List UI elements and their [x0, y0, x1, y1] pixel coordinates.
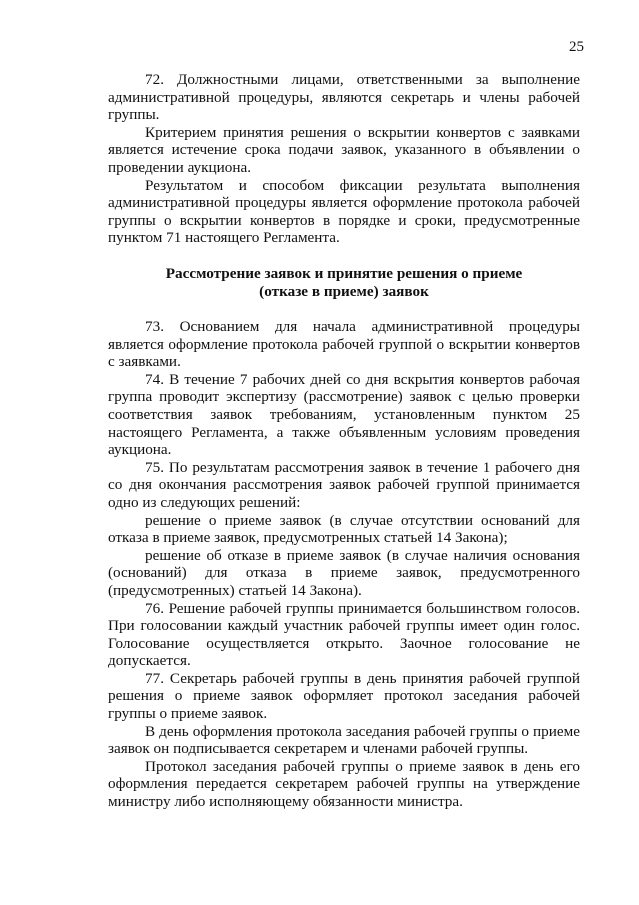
paragraph-76: 76. Решение рабочей группы принимается большинством голосов. При голосовании каждый участник рабочей группы имеет один голос. Голосование осуществляется открыто. Заочное голосование не допускается.: [108, 599, 580, 670]
paragraph-77: 77. Секретарь рабочей группы в день принятия рабочей группой решения о приеме заявок оформляет протокол заседания рабочей группы о приеме заявок.: [108, 669, 580, 723]
section-heading-line-2: (отказе в приеме) заявок: [259, 283, 429, 300]
paragraph-criterion: Критерием принятия решения о вскрытии конвертов с заявками является истечение срока подачи заявок, указанного в объявлении о проведении аукциона.: [108, 123, 580, 176]
section-heading: [108, 265, 580, 301]
paragraph-approval: Протокол заседания рабочей группы о приеме заявок в день его оформления передается секретарем рабочей группы на утверждение министру либо исполняющему обязанности министра.: [108, 757, 580, 811]
paragraph-signing: В день оформления протокола заседания рабочей группы о приеме заявок он подписывается секретарем и членами рабочей группы.: [108, 722, 580, 758]
paragraph-decision-refuse: решение об отказе в приеме заявок (в случае наличия основания (оснований) для отказа в приеме заявок, предусмотренного (предусмотренных) статьей 14 Закона).: [108, 546, 580, 599]
paragraph-result: Результатом и способом фиксации результата выполнения административной процедуры является оформление протокола рабочей группы о вскрытии конвертов в порядке и сроки, предусмотренные пунктом 71 настоящего Регламента.: [108, 176, 580, 247]
paragraph-74: 74. В течение 7 рабочих дней со дня вскрытия конвертов рабочая группа проводит экспертизу (рассмотрение) заявок с целью проверки соответствия заявок требованиям, установленным пунктом 25 настоящего Регламента, а также объявленным условиям проведения аукциона.: [108, 370, 580, 459]
section-heading-line-1: Рассмотрение заявок и принятие решения о приеме: [165, 265, 523, 282]
page-number: 25: [569, 39, 584, 55]
paragraph-decision-accept: решение о приеме заявок (в случае отсутствии оснований для отказа в приеме заявок, предусмотренных статьей 14 Закона);: [108, 511, 580, 547]
paragraph-73: 73. Основанием для начала административной процедуры является оформление протокола рабочей группой о вскрытии конвертов с заявками.: [108, 318, 580, 371]
paragraph-72: 72. Должностными лицами, ответственными за выполнение административной процедуры, являются секретарь и члены рабочей группы.: [108, 71, 580, 124]
paragraph-group-bottom: [108, 318, 580, 811]
paragraph-group-top: [108, 71, 580, 247]
paragraph-75: 75. По результатам рассмотрения заявок в течение 1 рабочего дня со дня окончания рассмотрения заявок рабочей группой принимается одно из следующих решений:: [108, 458, 580, 511]
